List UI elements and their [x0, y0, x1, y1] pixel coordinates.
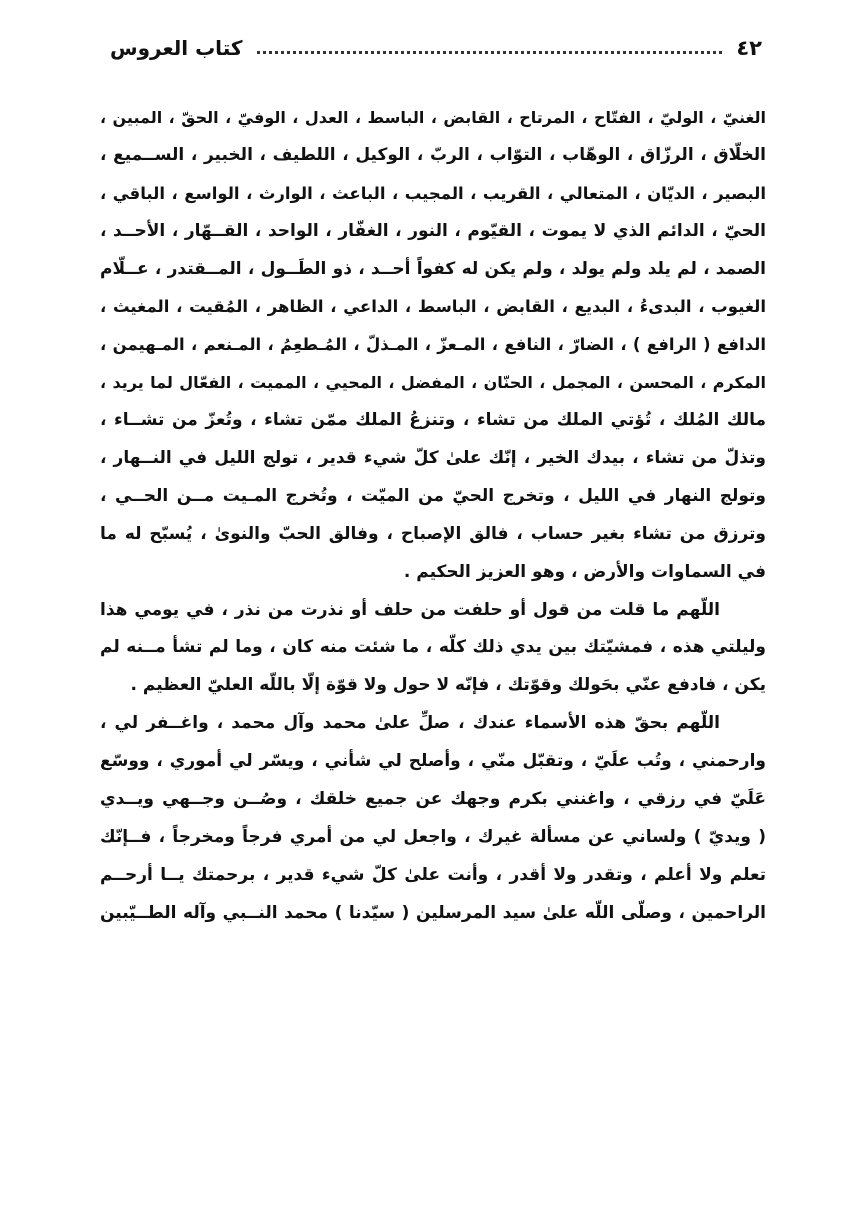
- text-line: المكرم ، المحسن ، المجمل ، الحنّان ، المفضل ، المحيي ، المميت ، الفعّال لما يريد ،: [100, 373, 766, 393]
- text-line: مالك المُلك ، تُؤتي الملك من تشاء ، وتنزعُ الملك ممّن تشاء ، وتُعزّ من تشــاء ،: [100, 410, 766, 431]
- text-line: عَلَيّ في رزقي ، واغنني بكرم وجهك عن جميع خلقك ، وصُــن وجــهي ويــدي: [100, 789, 766, 810]
- text-line: اللّهم بحقّ هذه الأسماء عندك ، صلِّ علىٰ محمد وآل محمد ، واغــفر لي ،: [100, 713, 720, 734]
- text-line: الدافع ( الرافع ) ، الضارّ ، النافع ، المـعزّ ، المـذلّ ، المُـطعِمُ ، المـنعم ، المـهيمن ،: [100, 335, 766, 355]
- text-line: وتذلّ من تشاء ، بيدك الخير ، إنّك علىٰ كلّ شيء قدير ، تولج الليل في النــهار ،: [100, 448, 766, 469]
- text-line: وليلتي هذه ، فمشيّتك بين يدي ذلك كلّه ، ما شئت منه كان ، وما لم تشأ مــنه لم: [100, 637, 766, 658]
- text-line: البصير ، الديّان ، المتعالي ، القريب ، المجيب ، الباعث ، الوارث ، الواسع ، الباقي ،: [100, 183, 766, 203]
- text-line: الصمد ، لم يلد ولم يولد ، ولم يكن له كفواً أحــد ، ذو الطَــول ، المــقتدر ، عــلّام: [100, 258, 766, 279]
- text-line: في السماوات والأرض ، وهو العزيز الحكيم .: [403, 561, 766, 582]
- text-line: الغنيّ ، الوليّ ، الفتّاح ، المرتاح ، القابض ، الباسط ، العدل ، الوفيّ ، الحقّ ، المبين ،: [100, 108, 766, 127]
- header-dot-leader: [257, 51, 723, 54]
- text-line: ( ويديّ ) ولساني عن مسألة غيرك ، واجعل لي من أمري فرجاً ومخرجاً ، فــإنّك: [100, 826, 766, 847]
- page-number: ٤٢: [736, 36, 762, 60]
- text-line: يكن ، فادفع عنّي بحَولك وقوّتك ، فإنّه لا حول ولا قوّة إلّا باللّه العليّ العظيم .: [130, 675, 766, 696]
- text-line: الغيوب ، البدىءُ ، البديع ، القابض ، الباسط ، الداعي ، الظاهر ، المُقيت ، المغيث ،: [100, 297, 766, 317]
- text-line: وارحمني ، وتُب علَيّ ، وتقبّل منّي ، وأصلح لي شأني ، ويسّر لي أموري ، ووسّع: [100, 751, 766, 772]
- body-text: [100, 99, 766, 933]
- text-line: اللّهم ما قلت من قول أو حلفت من حلف أو نذرت من نذر ، في يومي هذا: [100, 599, 720, 620]
- text-line: الحيّ ، الدائم الذي لا يموت ، القيّوم ، النور ، الغفّار ، الواحد ، القــهّار ، الأحــد ،: [100, 220, 766, 241]
- book-title: كتاب العروس: [110, 36, 243, 60]
- text-line: الخلّاق ، الرزّاق ، الوهّاب ، التوّاب ، الربّ ، الوكيل ، اللطيف ، الخبير ، الســميع ،: [100, 144, 766, 165]
- text-line: الراحمين ، وصلّى اللّه علىٰ سيد المرسلين ( سيّدنا ) محمد النــبي وآله الطــيّبين: [100, 902, 766, 923]
- page-header: [110, 30, 762, 66]
- text-line: وترزق من تشاء بغير حساب ، فالق الإصباح ، وفالق الحبّ والنوىٰ ، يُسبّح له ما: [100, 523, 766, 544]
- text-line: تعلم ولا أعلم ، وتقدر ولا أقدر ، وأنت علىٰ كلّ شيء قدير ، برحمتك يــا أرحــم: [100, 864, 766, 885]
- text-line: وتولج النهار في الليل ، وتخرج الحيّ من الميّت ، وتُخرج المـيت مــن الحــي ،: [100, 485, 766, 506]
